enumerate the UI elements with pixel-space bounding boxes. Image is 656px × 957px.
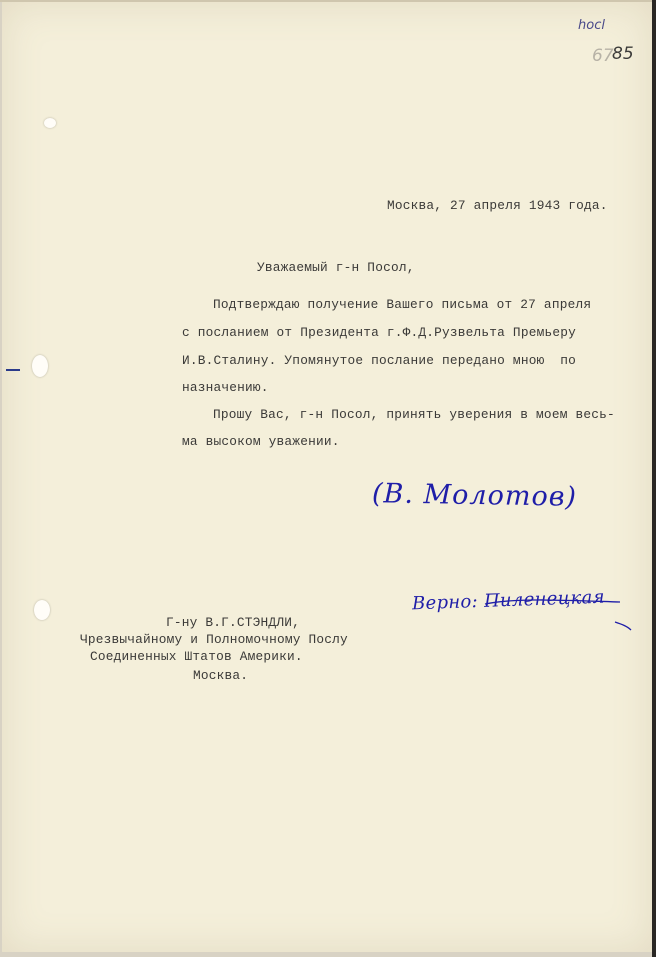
punch-hole-top [44,118,56,128]
body-line: ма высоком уважении. [182,434,340,449]
body-line: назначению. [182,380,269,395]
punch-hole-bottom [34,600,50,620]
archive-number-faint: 67 [592,46,614,66]
body-line: И.В.Сталину. Упомянутое послание передано мною по [182,353,576,368]
body-line: Подтверждаю получение Вашего письма от 27 апреля [213,297,592,312]
body-line: Прошу Вас, г-н Посол, принять уверения в моем весь- [213,407,615,422]
punch-hole-middle [32,355,48,377]
page-number: 85 [612,44,634,64]
certification-underline [405,598,645,638]
addressee-country: Соединенных Штатов Америки. [90,649,303,664]
certification-signature: Верно: Пиленецкая [411,586,606,615]
page-edge-right [652,0,656,957]
addressee-name: Г-ну В.Г.СТЭНДЛИ, [166,615,300,630]
page-edge-top [0,0,656,2]
addressee-title: Чрезвычайному и Полномочному Послу [80,632,348,647]
addressee-city: Москва. [193,668,249,683]
body-line: с посланием от Президента г.Ф.Д.Рузвельта Премьеру [182,325,576,340]
signature-molotov: (В. Молотов) [371,478,578,513]
margin-mark [6,369,20,371]
archive-note: hocl [578,18,605,33]
salutation: Уважаемый г-н Посол, [257,260,415,275]
date-line: Москва, 27 апреля 1943 года. [387,198,608,213]
document-page [2,2,652,952]
